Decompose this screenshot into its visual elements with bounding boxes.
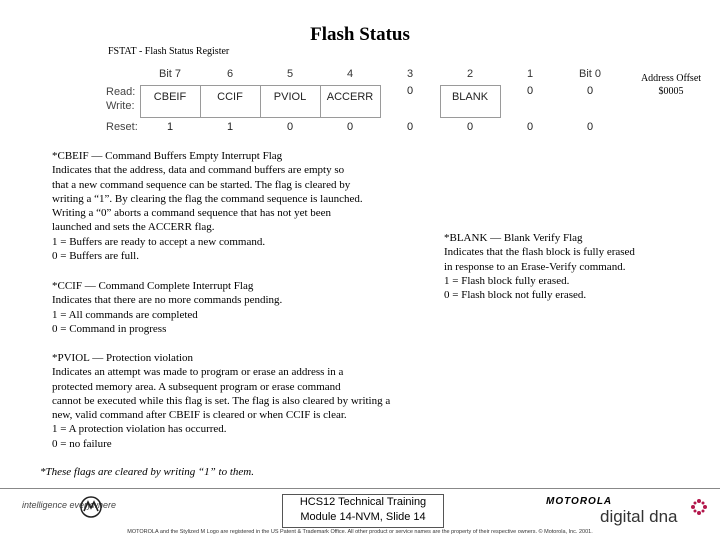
flags-note: *These flags are cleared by writing “1” to them. xyxy=(40,466,254,478)
row-reset-label: Reset: xyxy=(106,121,138,133)
text-line: Indicates that the flash block is fully erased xyxy=(444,246,635,259)
pviol-heading: *PVIOL — Protection violation xyxy=(52,352,194,364)
field-bit3: 0 xyxy=(406,85,414,97)
text-line: 0 = Buffers are full. xyxy=(52,250,139,263)
text-line: Indicates that there are no more commands pending. xyxy=(52,294,283,307)
row-read-label: Read: xyxy=(106,86,136,98)
reset-value: 0 xyxy=(406,121,414,133)
bit-label: 2 xyxy=(466,68,474,80)
bit-label: Bit 7 xyxy=(158,68,181,80)
bit-label: 3 xyxy=(406,68,414,80)
pviol-description xyxy=(52,351,390,451)
text-line: 1 = A protection violation has occurred. xyxy=(52,423,227,436)
text-line: cannot be executed while this flag is set. The flag is also cleared by writing a xyxy=(52,394,391,407)
bit-label: Bit 0 xyxy=(578,68,601,80)
text-line: Indicates an attempt was made to program or erase an address in a xyxy=(52,366,344,379)
field-blank: BLANK xyxy=(451,91,489,103)
dna-star-icon xyxy=(690,498,708,516)
reset-value: 0 xyxy=(286,121,294,133)
reset-value: 1 xyxy=(226,121,234,133)
motorola-m-icon xyxy=(80,496,102,518)
digital-dna-logo: digital dna xyxy=(600,507,678,526)
footer-divider xyxy=(0,488,720,489)
slide-number: Module 14-NVM, Slide 14 xyxy=(300,511,426,523)
text-line: writing a “1”. By clearing the flag the command sequence is launched. xyxy=(52,192,363,205)
ccif-heading: *CCIF — Command Complete Interrupt Flag xyxy=(52,280,254,292)
text-line: that a new command sequence can be started. The flag is cleared by xyxy=(52,178,351,191)
text-line: in response to an Erase-Verify command. xyxy=(444,260,626,273)
text-line: 0 = no failure xyxy=(52,437,112,450)
course-title: HCS12 Technical Training xyxy=(299,496,427,508)
text-line: Writing a “0” aborts a command sequence that has not yet been xyxy=(52,207,332,220)
cbeif-description xyxy=(52,149,363,263)
reset-value: 0 xyxy=(586,121,594,133)
text-line: 1 = Flash block fully erased. xyxy=(444,274,570,287)
intelligence-tagline: intelligence everywhere xyxy=(22,500,117,510)
text-line: 0 = Flash block not fully erased. xyxy=(444,289,587,302)
register-diagram xyxy=(100,64,630,134)
field-accerr: ACCERR xyxy=(326,91,374,103)
text-line: launched and sets the ACCERR flag. xyxy=(52,221,215,234)
reset-value: 0 xyxy=(526,121,534,133)
address-offset-label: Address Offset xyxy=(640,73,702,84)
motorola-logo: MOTOROLA xyxy=(546,496,613,507)
text-line: 0 = Command in progress xyxy=(52,322,167,335)
reset-value: 0 xyxy=(346,121,354,133)
bit-label: 5 xyxy=(286,68,294,80)
reset-value: 1 xyxy=(166,121,174,133)
reset-value: 0 xyxy=(466,121,474,133)
field-bit0: 0 xyxy=(586,85,594,97)
text-line: 1 = All commands are completed xyxy=(52,308,198,321)
text-line: Indicates that the address, data and command buffers are empty so xyxy=(52,164,345,177)
cbeif-heading: *CBEIF — Command Buffers Empty Interrupt Flag xyxy=(52,150,283,162)
legal-notice: MOTOROLA and the Stylized M Logo are registered in the US Patent & Trademark Office. All other product or service names are the property of their respective owners. © Motorola, Inc. 2001. xyxy=(127,529,593,535)
blank-description xyxy=(444,231,635,302)
blank-heading: *BLANK — Blank Verify Flag xyxy=(444,232,583,244)
ccif-description xyxy=(52,279,282,336)
field-pviol: PVIOL xyxy=(273,91,307,103)
text-line: new, valid command after CBEIF is cleared or when CCIF is clear. xyxy=(52,409,347,422)
bit-label: 1 xyxy=(526,68,534,80)
field-bit1: 0 xyxy=(526,85,534,97)
slide-footer-box xyxy=(282,494,444,528)
bit-label: 6 xyxy=(226,68,234,80)
bit-label: 4 xyxy=(346,68,354,80)
field-cbeif: CBEIF xyxy=(153,91,187,103)
address-offset-value: $0005 xyxy=(658,86,684,97)
register-name: FSTAT - Flash Status Register xyxy=(108,46,230,57)
text-line: protected memory area. A subsequent program or erase command xyxy=(52,380,341,393)
address-offset xyxy=(632,72,710,98)
row-write-label: Write: xyxy=(106,100,135,112)
text-line: 1 = Buffers are ready to accept a new command. xyxy=(52,235,266,248)
slide-title: Flash Status xyxy=(310,24,410,45)
field-ccif: CCIF xyxy=(217,91,243,103)
